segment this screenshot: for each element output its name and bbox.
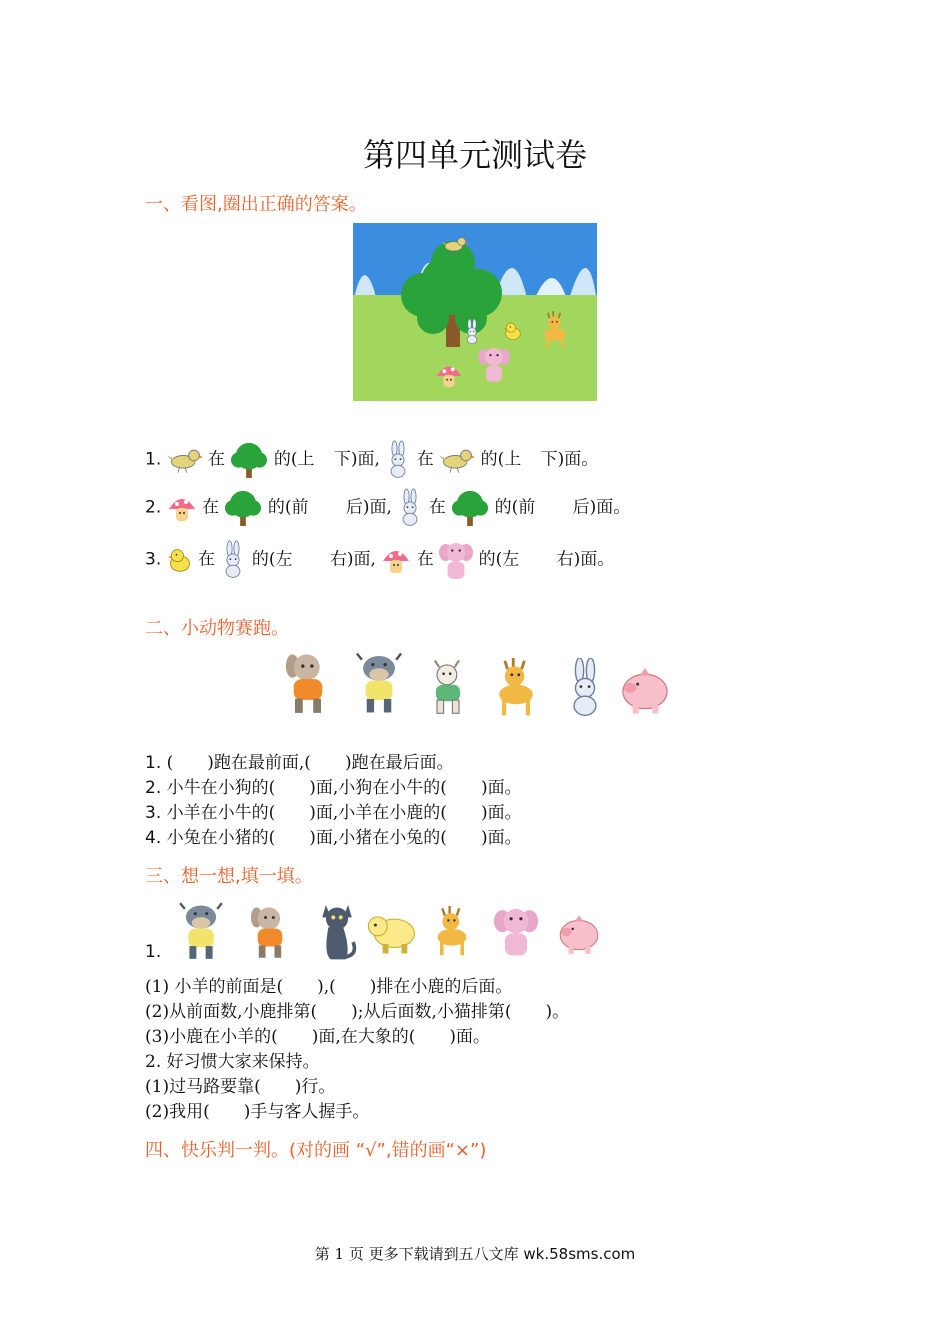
section-4-heading: 四、快乐判一判。(对的画 “√”,错的画“×”) (145, 1140, 487, 1161)
rabbit-icon (220, 540, 246, 580)
goat-icon (435, 661, 460, 714)
pig-icon (623, 668, 667, 713)
tree-icon (224, 489, 262, 527)
q3-line-5: (2)我用( )手与客人握手。 (145, 1102, 370, 1122)
pig-icon (560, 915, 598, 954)
page-title: 第四单元测试卷 (362, 136, 587, 174)
q1-line-1: 1. 在 的(上 下)面, 在 的(上 下)面。 (145, 440, 598, 480)
footer-link[interactable]: wk.58sms.com (523, 1245, 636, 1263)
q3-line-1: (1) 小羊的前面是( ),( )排在小鹿的后面。 (145, 977, 513, 997)
q2-line-1: 1. ( )跑在最前面,( )跑在最后面。 (145, 753, 454, 773)
tree-icon (451, 489, 489, 527)
chick-icon (167, 547, 193, 573)
mushroom-icon (381, 545, 411, 575)
rabbit-icon (397, 488, 423, 528)
q3-line-2: (2)从前面数,小鹿排第( );从后面数,小猫排第( )。 (145, 1002, 570, 1022)
page-footer: 第 1 页 更多下载请到五八文库 wk.58sms.com (314, 1245, 636, 1263)
q3-line-3: (3)小鹿在小羊的( )面,在大象的( )面。 (145, 1027, 491, 1047)
race-illustration (282, 648, 674, 720)
section-3-heading: 三、想一想,填一填。 (145, 866, 313, 887)
q1-line-3: 3. 在 的(左 右)面, 在 的(左 右)面。 (145, 538, 614, 582)
elephant-icon (439, 538, 473, 582)
dog-icon (251, 907, 282, 957)
tree-icon (230, 441, 268, 479)
q2-line-2: 2. 小牛在小狗的( )面,小狗在小牛的( )面。 (145, 778, 522, 798)
cow-icon (357, 654, 401, 713)
animal-row-illustration (168, 900, 608, 962)
q2-line-4: 4. 小兔在小猪的( )面,小猪在小兔的( )面。 (145, 828, 522, 848)
q1-line-2: 2. 在 的(前 后)面, 在 的(前 后)面。 (145, 488, 630, 528)
dog-icon (286, 654, 322, 713)
section-2-heading: 二、小动物赛跑。 (145, 618, 289, 639)
cow-icon (180, 903, 222, 959)
rabbit-icon (574, 658, 596, 715)
q2-line-3: 3. 小羊在小牛的( )面,小羊在小鹿的( )面。 (145, 803, 522, 823)
cat-icon (322, 905, 354, 959)
deer-icon (499, 658, 533, 715)
elephant-icon (494, 909, 538, 956)
scene-illustration (353, 223, 597, 401)
rabbit-icon (385, 440, 411, 480)
bird-icon (167, 445, 203, 475)
section-1-heading: 一、看图,圈出正确的答案。 (145, 194, 367, 215)
q3-number-1: 1. (145, 942, 162, 962)
q3-line-4: (1)过马路要靠( )行。 (145, 1077, 336, 1097)
sheep-icon (368, 917, 414, 954)
mushroom-icon (167, 493, 197, 523)
bird-icon (439, 445, 475, 475)
deer-icon (438, 906, 467, 955)
q3-number-2: 2. 好习惯大家来保持。 (145, 1052, 320, 1072)
